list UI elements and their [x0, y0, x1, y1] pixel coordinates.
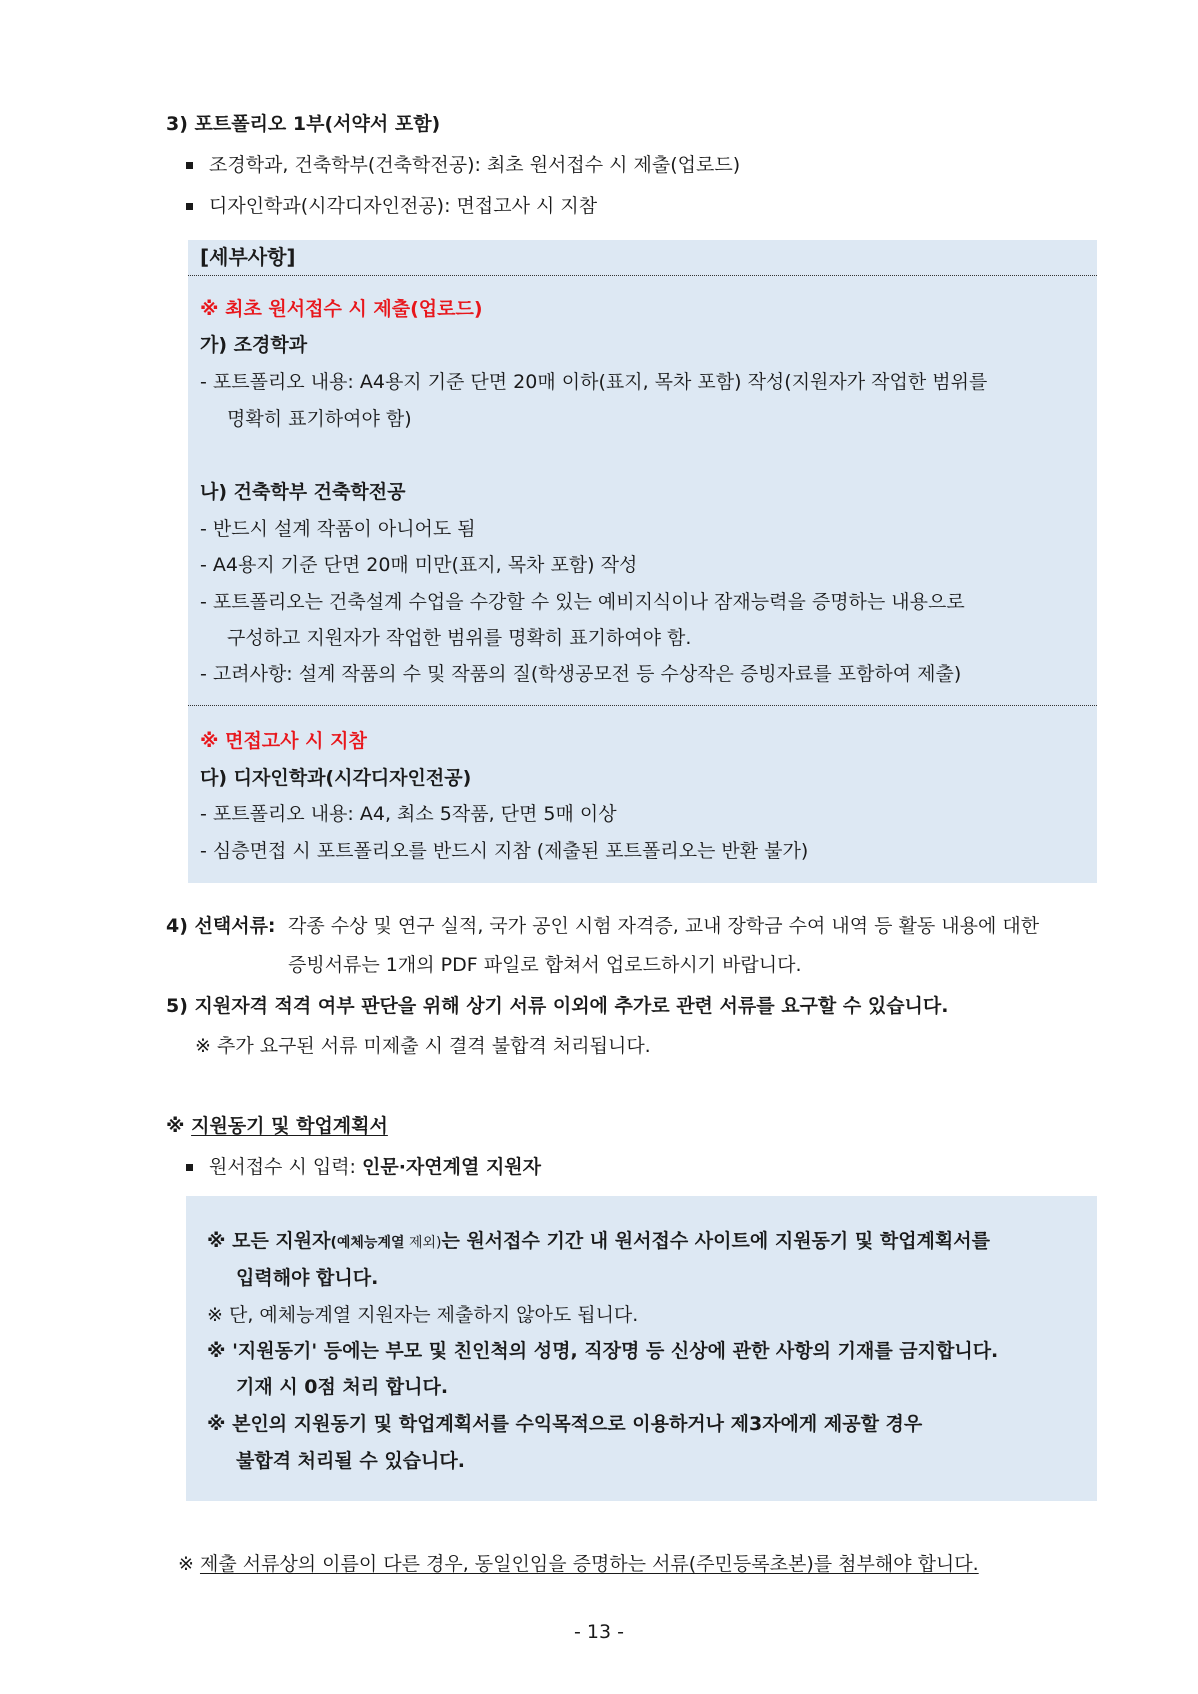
na-title: 나) 건축학부 건축학전공: [200, 481, 406, 503]
upload-note: ※ 최초 원서접수 시 제출(업로드): [200, 298, 483, 320]
na-item-1: - 반드시 설계 작품이 아니어도 됨: [200, 518, 476, 540]
motivation-heading: [166, 1114, 388, 1138]
na-item-4: - 고려사항: 설계 작품의 수 및 작품의 질(학생공모전 등 수상작은 증빙자료를 포함하여 제출): [200, 663, 962, 685]
motivation-bullet-bold: 인문·자연계열 지원자: [362, 1156, 542, 1178]
section-5-text: 5) 지원자격 적격 여부 판단을 위해 상기 서류 이외에 추가로 관련 서류를 요구할 수 있습니다.: [166, 995, 949, 1017]
section-4-label: 4) 선택서류:: [166, 915, 276, 937]
footer-note: [178, 1552, 979, 1576]
motivation-bullet: [209, 1155, 541, 1179]
motivation-box-line-1d: 는 원서접수 기간 내 원서접수 사이트에 지원동기 및 학업계획서를: [441, 1230, 990, 1252]
section-3-heading: 3) 포트폴리오 1부(서약서 포함): [166, 113, 441, 135]
footer-note-text: 제출 서류상의 이름이 다른 경우, 동일인임을 증명하는 서류(주민등록초본)를 첨부해야 합니다.: [199, 1553, 979, 1575]
interview-note: ※ 면접고사 시 지참: [200, 730, 367, 752]
motivation-box-line-7: 불합격 처리될 수 있습니다.: [236, 1450, 465, 1472]
motivation-box-line-4: ※ '지원동기' 등에는 부모 및 친인척의 성명, 직장명 등 신상에 관한 사항의 기재를 금지합니다.: [207, 1340, 999, 1362]
motivation-box-line-1: [207, 1229, 990, 1255]
motivation-bullet-prefix: 원서접수 시 입력:: [209, 1156, 362, 1178]
motivation-box-line-5: 기재 시 0점 처리 합니다.: [236, 1376, 449, 1398]
section-3-bullet-2: 디자인학과(시각디자인전공): 면접고사 시 지참: [209, 195, 598, 217]
bullet-square-icon: [186, 1164, 193, 1171]
ga-item-1-cont: 명확히 표기하여야 함): [227, 408, 412, 430]
section-4-text-1: 각종 수상 및 연구 실적, 국가 공인 시험 자격증, 교내 장학금 수여 내역 등 활동 내용에 대한: [288, 915, 1040, 937]
motivation-heading-text: 지원동기 및 학업계획서: [191, 1115, 388, 1137]
section-4-text-2: 증빙서류는 1개의 PDF 파일로 합쳐서 업로드하시기 바랍니다.: [288, 954, 802, 976]
motivation-box-line-1c: 제외): [404, 1235, 442, 1251]
details-divider-middle: [188, 705, 1097, 706]
details-divider-top: [188, 275, 1097, 276]
page-number: - 13 -: [574, 1621, 624, 1643]
na-item-3: - 포트폴리오는 건축설계 수업을 수강할 수 있는 예비지식이나 잠재능력을 증명하는 내용으로: [200, 591, 965, 613]
motivation-box-line-6: ※ 본인의 지원동기 및 학업계획서를 수익목적으로 이용하거나 제3자에게 제공할 경우: [207, 1413, 923, 1435]
ga-title: 가) 조경학과: [200, 334, 308, 356]
motivation-box-line-3: ※ 단, 예체능계열 지원자는 제출하지 않아도 됩니다.: [207, 1304, 639, 1326]
motivation-heading-mark: ※: [166, 1115, 192, 1137]
section-5-note: ※ 추가 요구된 서류 미제출 시 결격 불합격 처리됩니다.: [195, 1035, 651, 1057]
na-item-3-cont: 구성하고 지원자가 작업한 범위를 명확히 표기하여야 함.: [227, 627, 692, 649]
na-item-2: - A4용지 기준 단면 20매 미만(표지, 목차 포함) 작성: [200, 554, 638, 576]
da-item-1: - 포트폴리오 내용: A4, 최소 5작품, 단면 5매 이상: [200, 803, 617, 825]
motivation-box-line-1a: ※ 모든 지원자: [207, 1230, 331, 1252]
da-item-2: - 심층면접 시 포트폴리오를 반드시 지참 (제출된 포트폴리오는 반환 불가): [200, 840, 809, 862]
da-title: 다) 디자인학과(시각디자인전공): [200, 767, 472, 789]
section-3-bullet-1: 조경학과, 건축학부(건축학전공): 최초 원서접수 시 제출(업로드): [209, 154, 741, 176]
footer-note-mark: ※: [178, 1553, 200, 1575]
details-title: [세부사항]: [200, 245, 296, 269]
ga-item-1: - 포트폴리오 내용: A4용지 기준 단면 20매 이하(표지, 목차 포함) 작성(지원자가 작업한 범위를: [200, 371, 988, 393]
motivation-box-line-2: 입력해야 합니다.: [236, 1267, 379, 1289]
bullet-square-icon: [186, 203, 193, 210]
motivation-box-line-1b: (예체능계열: [330, 1235, 405, 1251]
bullet-square-icon: [186, 162, 193, 169]
